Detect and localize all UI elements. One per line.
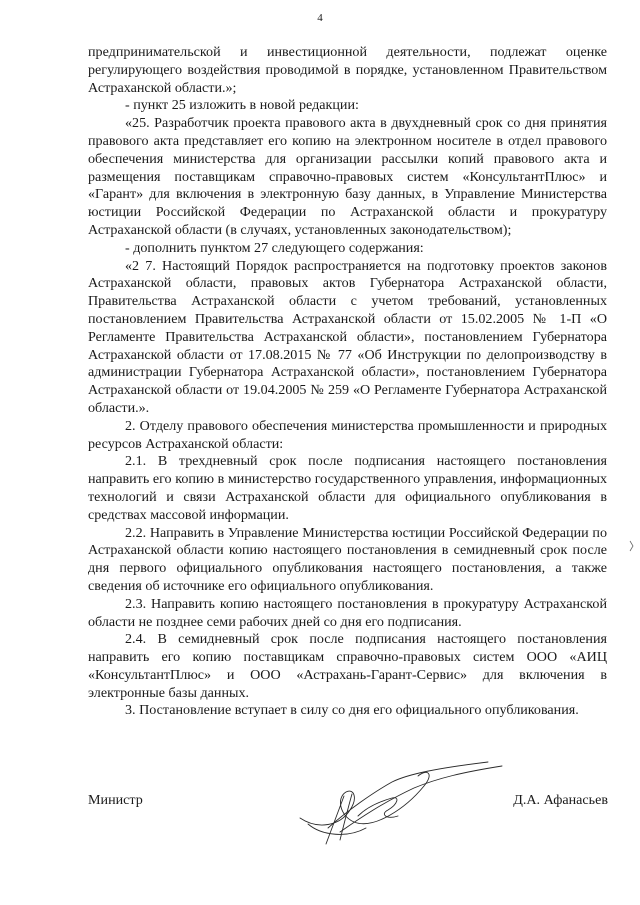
paragraph: 2.1. В трехдневный срок после подписания настоящего постановления направить его копию в министерство государственного управления, информационных технологий и связи Астраханской области для официального опубликования в средствах массовой информации.: [88, 453, 607, 523]
paragraph: «2 7. Настоящий Порядок распространяется на подготовку проектов законов Астраханской области, правовых актов Губернатора Астраханской области, Правительства Астраханской области с учетом требований, установленных постановлением Правительства Астраханской области от 15.02.2005 № 1-П «О Регламенте Правительства Астраханской области», постановлением Губернатора Астраханской области от 17.08.2015 № 77 «Об Инструкции по делопроизводству в администрации Губернатора Астраханской области», постановлением Губернатора Астраханской области от 19.04.2005 № 259 «О Регламенте Губернатора Астраханской области.».: [88, 257, 607, 416]
document-body: [88, 44, 607, 720]
signatory-title: Министр: [88, 792, 143, 808]
paragraph: - пункт 25 изложить в новой редакции:: [125, 97, 359, 114]
signatory-name: Д.А. Афанасьев: [513, 792, 608, 808]
paragraph: «25. Разработчик проекта правового акта в двухдневный срок со дня принятия правового акта представляет его копию на электронном носителе в отдел правового обеспечения министерства для организации рассылки копий правового акта и размещения поставщикам справочно-правовых систем «КонсультантПлюс» и «Гарант» для включения в электронную базу данных, в Управление Министерства юстиции Российской Федерации по Астраханской области и прокуратуру Астраханской области (в случаях, установленных законодательством);: [88, 115, 607, 238]
paragraph: 2.4. В семидневный срок после подписания настоящего постановления направить его копию поставщикам справочно-правовых систем ООО «АИЦ «КонсультантПлюс» и ООО «Астрахань-Гарант-Сервис» для включения в электронные базы данных.: [88, 631, 607, 701]
paragraph: 2.3. Направить копию настоящего постановления в прокуратуру Астраханской области не позднее семи рабочих дней со дня его подписания.: [88, 595, 607, 630]
paragraph: 2. Отделу правового обеспечения министерства промышленности и природных ресурсов Астраханской области:: [88, 417, 607, 452]
signature-block: [0, 792, 640, 812]
scan-margin-mark: [629, 540, 635, 552]
paragraph: 3. Постановление вступает в силу со дня его официального опубликования.: [125, 702, 579, 719]
page-number: 4: [317, 12, 323, 24]
paragraph: - дополнить пунктом 27 следующего содержания:: [125, 239, 424, 256]
paragraph: 2.2. Направить в Управление Министерства юстиции Российской Федерации по Астраханской области копию настоящего постановления в семидневный срок после дня первого официального опубликования настоящего постановления, а также сведения об источнике его официального опубликования.: [88, 524, 607, 594]
paragraph: предпринимательской и инвестиционной деятельности, подлежат оценке регулирующего воздействия проводимой в порядке, установленном Правительством Астраханской области.»;: [88, 44, 607, 96]
